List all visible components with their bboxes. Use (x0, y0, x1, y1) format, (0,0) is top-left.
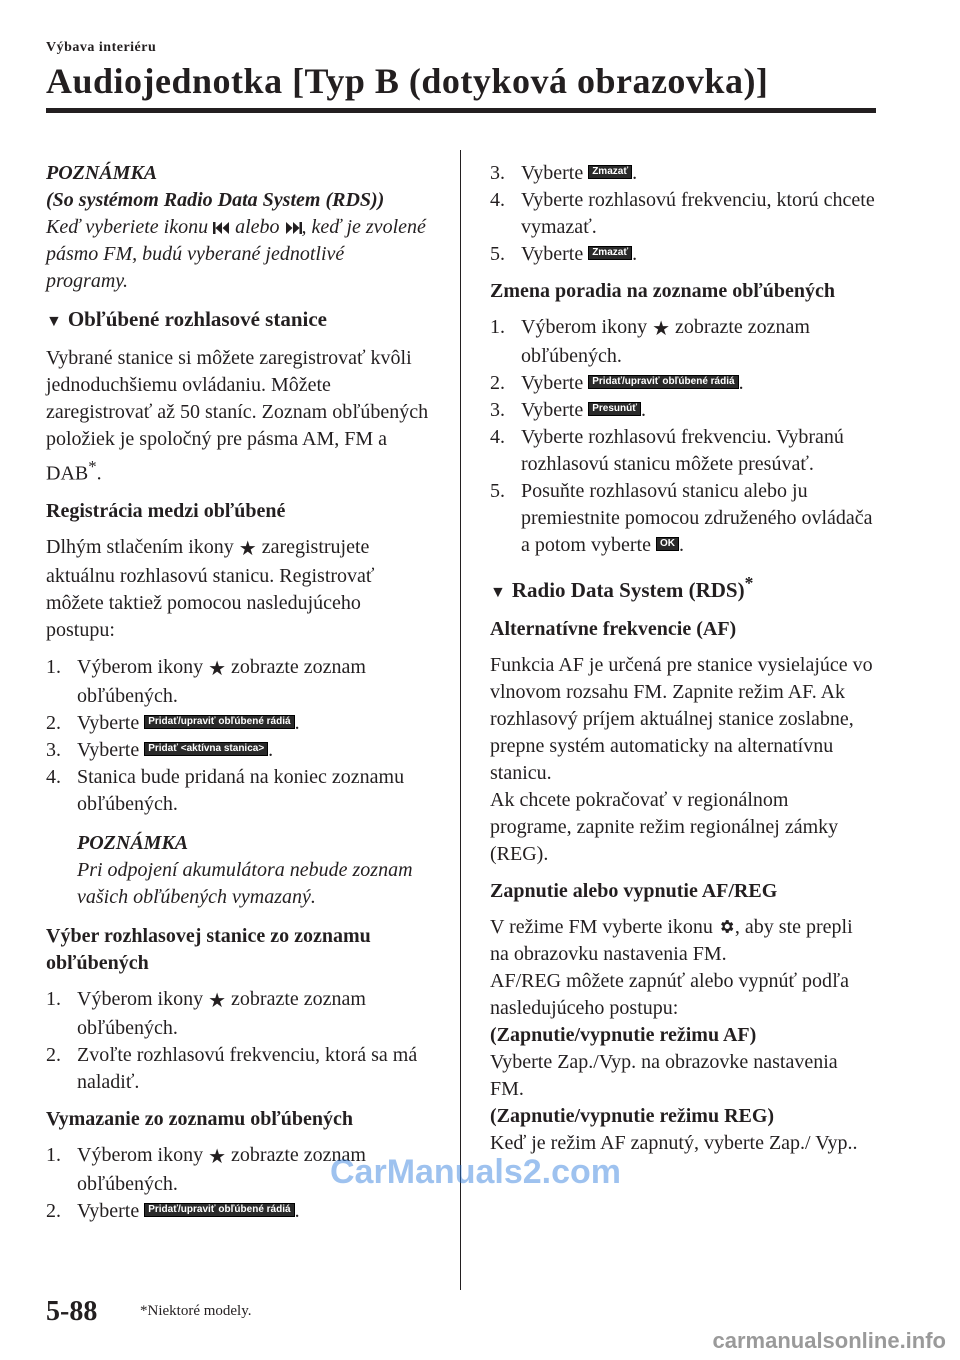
step-text: . (738, 372, 744, 394)
step-text: Posuňte rozhlasovú stanicu alebo ju premiestnite pomocou združeného ovládača a potom vyberte (521, 480, 873, 556)
step-text: . (294, 711, 300, 734)
footnote-mark: * (88, 457, 97, 476)
heading-delete: Vymazanie zo zoznamu obľúbených (46, 1107, 353, 1130)
step-text: Vyberte (77, 1199, 145, 1222)
text-part: V režime FM vyberte ikonu (490, 916, 718, 938)
step-text: Vyberte (521, 372, 589, 394)
note-text (46, 214, 431, 295)
column-divider (460, 150, 461, 1290)
step-text: Vyberte rozhlasovú frekvenciu, ktorú chcete vymazať. (521, 189, 875, 238)
star-icon: ★ (208, 989, 227, 1012)
watermark: CarManuals2.com (330, 1153, 621, 1191)
list-item (46, 710, 431, 737)
page-title: Audiojednotka [Typ B (dotyková obrazovka)] (46, 61, 769, 101)
star-icon: ★ (238, 537, 257, 560)
note-text-part: Keď vyberiete ikonu (46, 216, 214, 238)
step-number: 3. (46, 738, 61, 761)
af-reg-text (490, 914, 875, 968)
heading-af-mode: (Zapnutie/vypnutie režimu AF) (490, 1024, 757, 1046)
step-text: . (641, 399, 647, 421)
delete-button[interactable]: Zmazať (588, 165, 632, 179)
page-number: 5-88 (46, 1296, 98, 1327)
triangle-icon: ▼ (46, 313, 62, 330)
skip-back-icon (213, 221, 230, 235)
step-number: 5. (490, 480, 505, 502)
list-item (46, 737, 431, 764)
list-item (490, 160, 875, 187)
gear-icon (718, 918, 735, 935)
heading-register: Registrácia medzi obľúbené (46, 499, 286, 522)
list-item (490, 370, 875, 397)
note-heading: POZNÁMKA (46, 162, 158, 184)
heading-af: Alternatívne frekvencie (AF) (490, 618, 737, 640)
step-text: zobrazte zoznam obľúbených. (77, 1143, 366, 1195)
list-item (490, 187, 875, 241)
add-edit-favorites-button[interactable]: Pridať/upraviť obľúbené rádiá (588, 375, 738, 389)
list-item (490, 424, 875, 478)
list-item (490, 314, 875, 370)
triangle-icon: ▼ (490, 584, 506, 601)
reorder-steps (490, 314, 875, 559)
step-text: zobrazte zoznam obľúbených. (77, 987, 366, 1039)
add-active-station-button[interactable]: Pridať <aktívna stanica> (144, 742, 268, 756)
move-button[interactable]: Presunúť (588, 402, 641, 416)
step-number: 3. (490, 162, 505, 184)
step-number: 1. (46, 987, 61, 1010)
note-heading: POZNÁMKA (77, 831, 189, 854)
step-number: 2. (490, 372, 505, 394)
step-text: zobrazte zoznam obľúbených. (521, 316, 810, 367)
step-number: 1. (46, 1143, 61, 1166)
step-number: 2. (46, 711, 61, 734)
step-text: . (632, 243, 638, 265)
select-steps (46, 986, 431, 1096)
list-item (490, 241, 875, 268)
list-item (46, 1042, 431, 1096)
step-text: Výberom ikony (77, 655, 209, 678)
add-edit-favorites-button[interactable]: Pridať/upraviť obľúbené rádiá (144, 715, 294, 729)
footnote: *Niektoré modely. (140, 1303, 252, 1319)
note-text-part: , keď je zvolené pásmo FM, budú vyberané jednotlivé programy. (46, 216, 426, 292)
step-number: 2. (46, 1043, 61, 1066)
step-text: . (268, 738, 274, 761)
step-number: 4. (490, 426, 505, 448)
list-item (46, 654, 431, 710)
step-text: Výberom ikony (77, 987, 209, 1010)
step-number: 2. (46, 1199, 61, 1222)
step-number: 1. (490, 316, 505, 338)
step-text: zobrazte zoznam obľúbených. (77, 655, 366, 707)
step-text: Vyberte (521, 399, 589, 421)
section-title: Výbava interiéru (46, 40, 157, 55)
note-block (46, 830, 431, 911)
af-mode-text: Vyberte Zap./Vyp. na obrazovke nastavenia FM. (490, 1051, 838, 1100)
add-edit-favorites-button[interactable]: Pridať/upraviť obľúbené rádiá (144, 1203, 294, 1217)
text-part: zaregistrujete aktuálnu rozhlasovú stanicu. Registrovať môžete taktiež pomocou nasledujúceho postupu: (46, 535, 375, 641)
register-steps (46, 654, 431, 818)
heading-reg-mode: (Zapnutie/vypnutie režimu REG) (490, 1105, 775, 1127)
favorites-text (46, 345, 431, 488)
step-text: Výberom ikony (521, 316, 653, 338)
reg-mode-text: Keď je režim AF zapnutý, vyberte Zap./ Vyp.. (490, 1132, 858, 1154)
step-text: Vyberte (521, 243, 589, 265)
heading-text: Obľúbené rozhlasové stanice (67, 307, 327, 331)
note-text: Pri odpojení akumulátora nebude zoznam vašich obľúbených vymazaný. (77, 858, 413, 908)
step-text: Vyberte rozhlasovú frekvenciu. Vybranú rozhlasovú stanicu môžete presúvať. (521, 426, 844, 475)
list-item (490, 478, 875, 559)
skip-forward-icon (285, 221, 302, 235)
list-item (46, 1198, 431, 1225)
heading-af-reg: Zapnutie alebo vypnutie AF/REG (490, 880, 778, 902)
star-icon: ★ (208, 657, 227, 680)
af-text-reg: Ak chcete pokračovať v regionálnom programe, zapnite režim regionálnej zámky (REG). (490, 789, 839, 865)
heading-favorites (46, 305, 431, 336)
star-icon: ★ (652, 318, 671, 340)
note-text-part: alebo (230, 216, 285, 238)
list-item (490, 397, 875, 424)
step-text: Výberom ikony (77, 1143, 209, 1166)
ok-button[interactable]: OK (656, 537, 679, 551)
list-item (46, 986, 431, 1042)
text-part: Dlhým stlačením ikony (46, 535, 239, 558)
page-header (46, 40, 876, 102)
step-text: Vyberte (521, 162, 589, 184)
step-text: Vyberte (77, 738, 145, 761)
heading-text: Radio Data System (RDS) (511, 578, 745, 602)
step-text: . (632, 162, 638, 184)
step-text: . (294, 1199, 300, 1222)
text-part: Vybrané stanice si môžete zaregistrovať kvôli jednoduchšiemu ovládaniu. Môžete zaregistrovať až 50 staníc. Zoznam obľúbených položiek je spoločný pre pásma AM, FM a DAB (46, 347, 429, 485)
af-text: Funkcia AF je určená pre stanice vysielajúce vo vlnovom rozsahu FM. Zapnite režim AF. Ak rozhlasový príjem aktuálnej stanice zoslabne, prepne systém automaticky na alternatívnu stanicu. (490, 654, 873, 784)
heading-reorder: Zmena poradia na zozname obľúbených (490, 280, 835, 302)
delete-steps-continued (490, 160, 875, 268)
af-reg-text-2: AF/REG môžete zapnúť alebo vypnúť podľa nasledujúceho postupu: (490, 970, 850, 1019)
text-part: , aby ste prepli na obrazovku nastavenia FM. (490, 916, 853, 965)
heading-rds (490, 569, 875, 607)
left-column (46, 160, 431, 1235)
register-text (46, 534, 431, 644)
step-number: 1. (46, 655, 61, 678)
step-text: Stanica bude pridaná na koniec zoznamu obľúbených. (77, 765, 405, 815)
list-item (46, 764, 431, 818)
footnote-mark: * (744, 573, 754, 593)
star-icon: ★ (208, 1145, 227, 1168)
step-text: . (678, 534, 684, 556)
heading-select-station: Výber rozhlasovej stanice zo zoznamu obľúbených (46, 924, 371, 974)
delete-button[interactable]: Zmazať (588, 246, 632, 260)
right-column (490, 160, 875, 1157)
step-number: 4. (490, 189, 505, 211)
text-part: . (96, 462, 102, 485)
step-number: 3. (490, 399, 505, 421)
site-watermark: carmanualsonline.info (712, 1328, 946, 1353)
step-number: 5. (490, 243, 505, 265)
step-number: 4. (46, 765, 61, 788)
step-text: Vyberte (77, 711, 145, 734)
step-text: Zvoľte rozhlasovú frekvenciu, ktorá sa má naladiť. (77, 1043, 418, 1093)
note-subheading: (So systémom Radio Data System (RDS)) (46, 189, 385, 211)
header-rule (46, 108, 876, 113)
